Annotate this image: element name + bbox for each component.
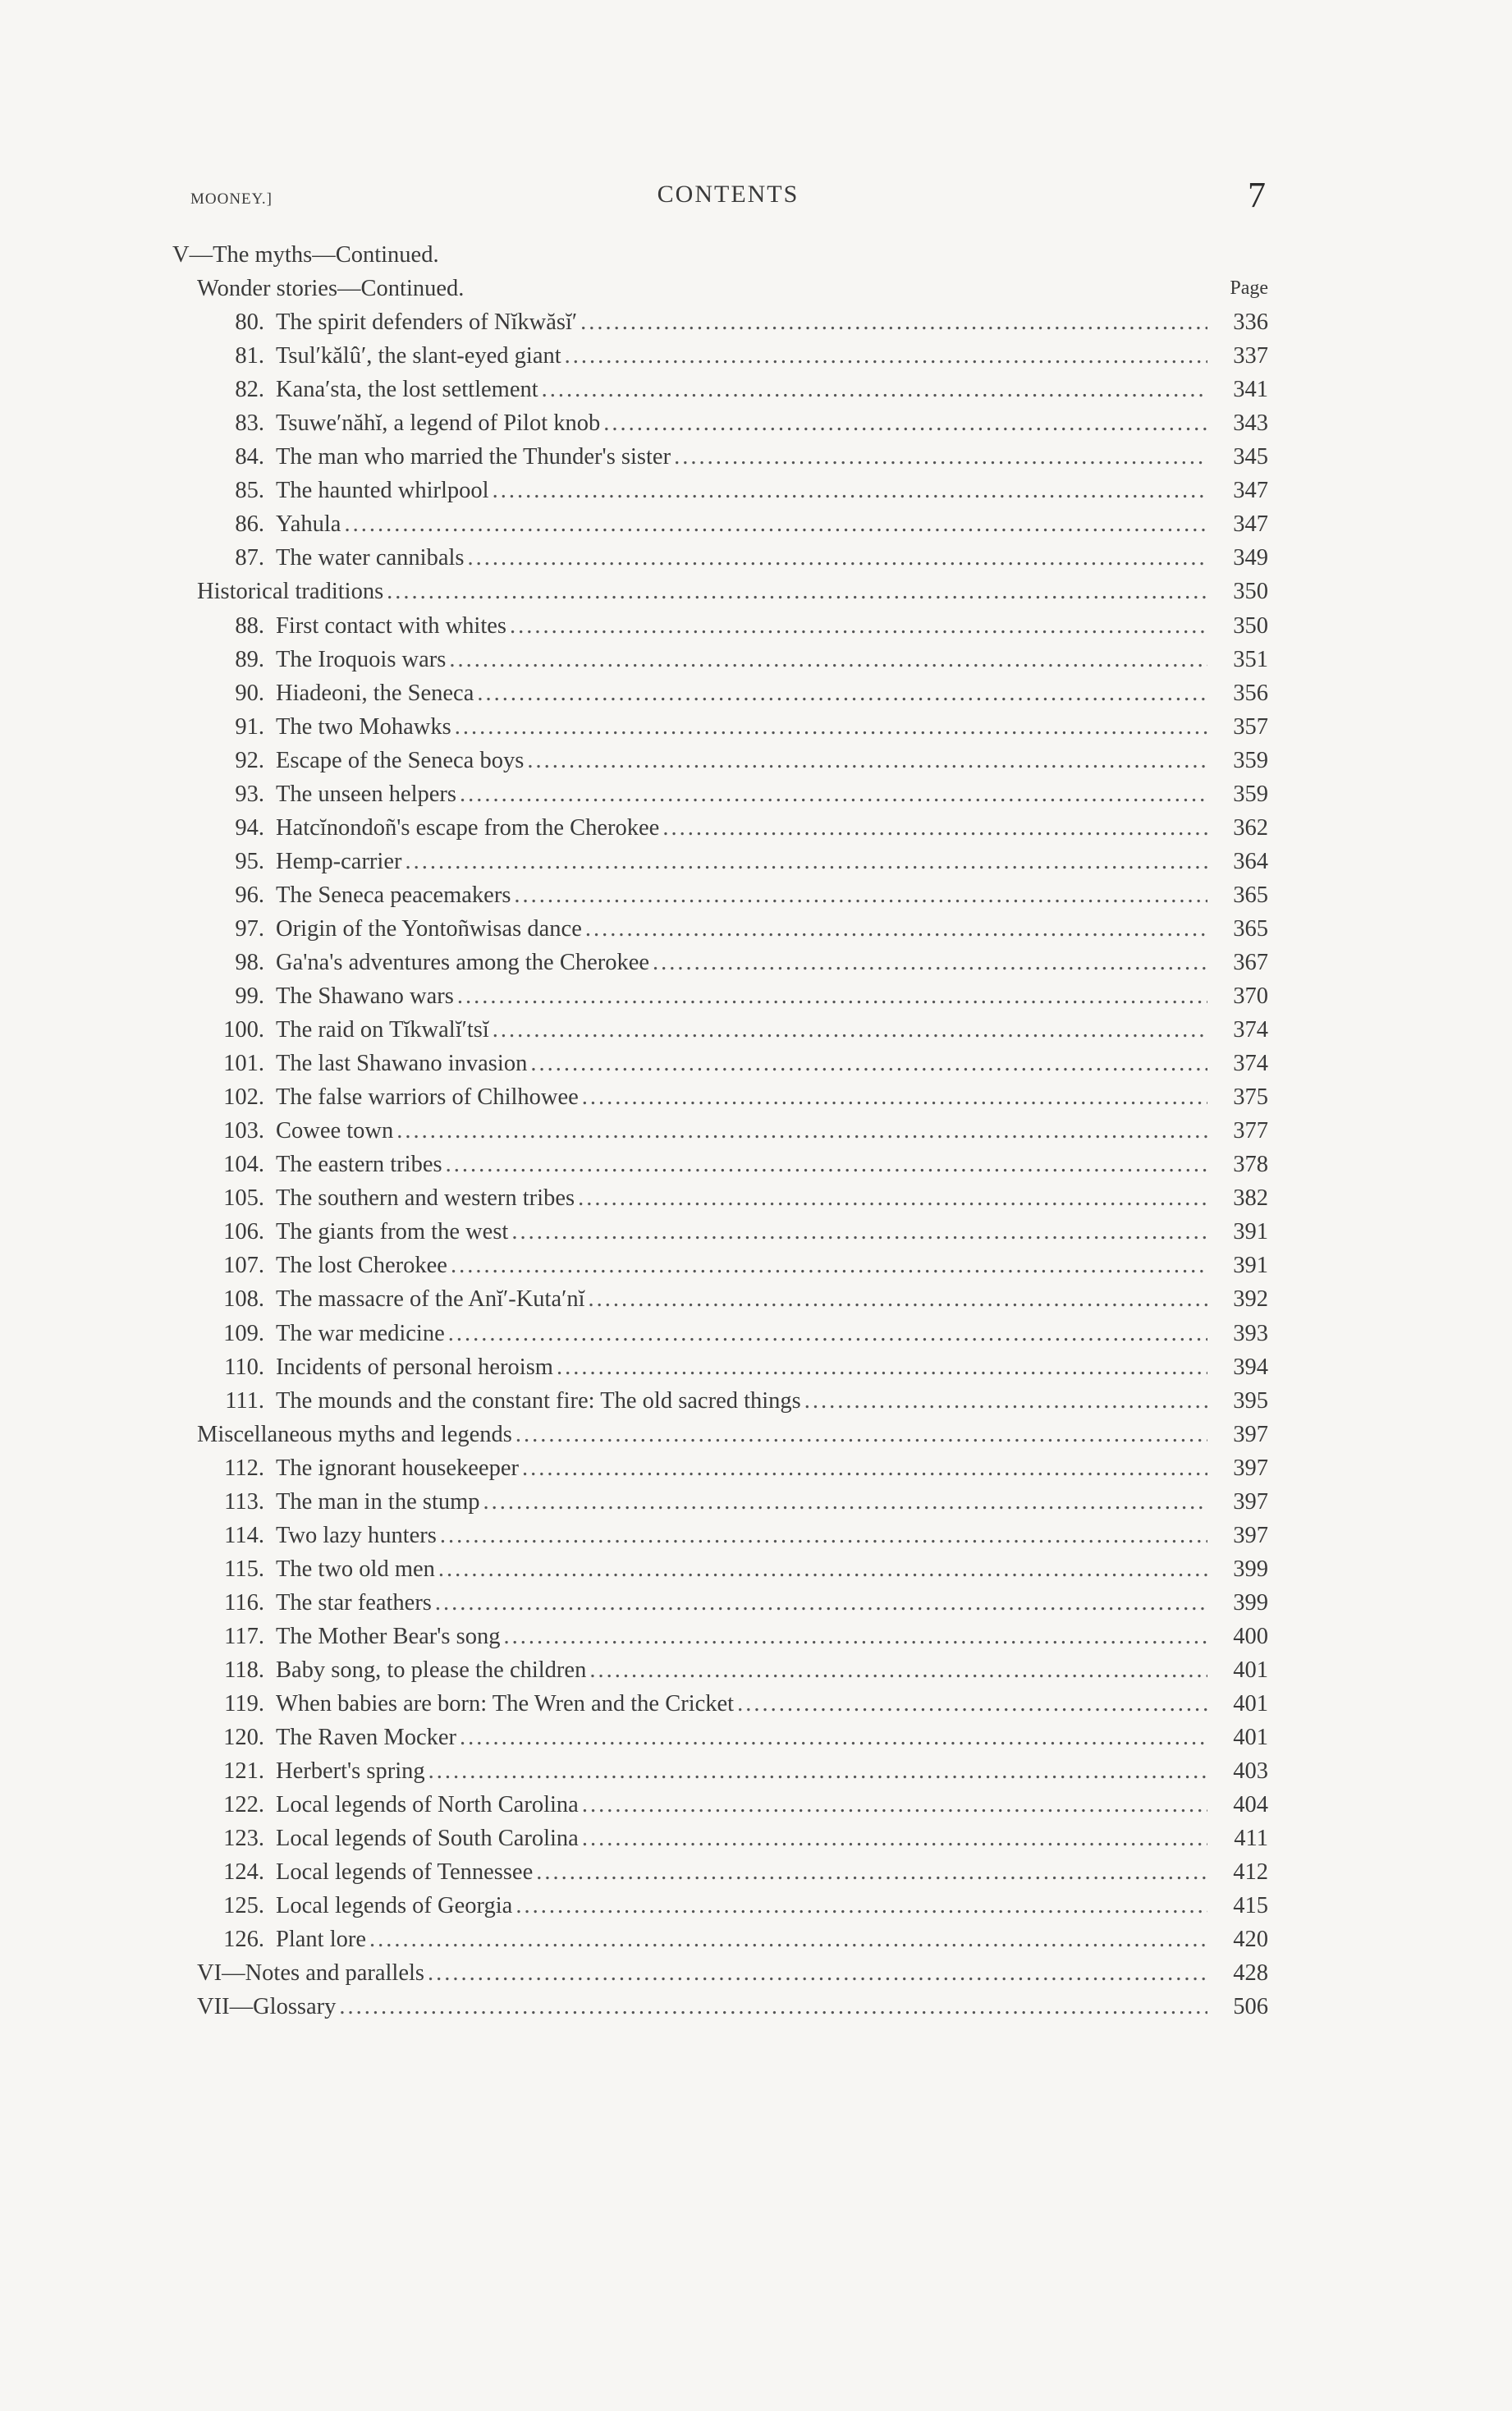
entry-number: 114. <box>224 1522 264 1548</box>
entry-title: The spirit defenders of Nĭkwăsĭ′ <box>276 309 578 336</box>
dot-leader <box>582 1080 1207 1114</box>
entry-page: 364 <box>1233 848 1268 874</box>
entry-page: 347 <box>1233 478 1268 504</box>
dot-leader <box>467 541 1207 575</box>
entry-page: 365 <box>1233 915 1268 942</box>
dot-leader <box>603 406 1207 440</box>
entry-title: The star feathers <box>276 1589 432 1616</box>
entry-title: The Shawano wars <box>276 983 454 1010</box>
entry-title: The ignorant housekeeper <box>276 1455 519 1481</box>
toc-entry <box>172 1451 1268 1485</box>
entry-page: 365 <box>1233 882 1268 908</box>
entry-page: 382 <box>1233 1185 1268 1212</box>
entry-page: 404 <box>1233 1792 1268 1818</box>
entry-title: The water cannibals <box>276 545 465 571</box>
entry-title: Ga'na's adventures among the Cherokee <box>276 949 650 975</box>
toc-entry <box>172 1586 1268 1620</box>
toc-entry <box>172 1215 1268 1249</box>
entry-page: 350 <box>1233 612 1268 639</box>
page-column-label: Page <box>1230 277 1268 300</box>
dot-leader <box>460 777 1207 811</box>
entry-title: When babies are born: The Wren and the Cricket <box>276 1691 735 1717</box>
entry-number: 113. <box>224 1488 264 1515</box>
entry-number: 105. <box>223 1185 264 1212</box>
entry-number: 110. <box>224 1354 264 1380</box>
section-page: 397 <box>1233 1421 1268 1447</box>
dot-leader <box>674 440 1207 474</box>
entry-title: The man in the stump <box>276 1488 480 1515</box>
entry-title: The last Shawano invasion <box>276 1051 528 1077</box>
entry-title: The massacre of the Anĭ′-Kuta′nĭ <box>276 1286 585 1313</box>
section-notes <box>172 1956 1268 1990</box>
entry-title: Yahula <box>276 511 341 538</box>
toc-entry <box>172 541 1268 575</box>
entry-number: 112. <box>224 1455 264 1481</box>
dot-leader <box>737 1687 1207 1721</box>
dot-leader <box>449 643 1207 676</box>
entry-page: 359 <box>1233 747 1268 773</box>
dot-leader <box>405 845 1207 878</box>
entry-page: 399 <box>1233 1589 1268 1616</box>
toc-entry <box>172 440 1268 474</box>
toc-entry <box>172 1788 1268 1822</box>
entry-title: The Mother Bear's song <box>276 1623 501 1649</box>
entry-title: Incidents of personal heroism <box>276 1354 553 1380</box>
entry-page: 399 <box>1233 1556 1268 1582</box>
toc-entry <box>172 1519 1268 1552</box>
toc-entry <box>172 912 1268 946</box>
dot-leader <box>515 1889 1207 1923</box>
dot-leader <box>451 1249 1207 1282</box>
entry-page: 341 <box>1233 377 1268 403</box>
toc-entry <box>172 1855 1268 1889</box>
section-historical-traditions <box>172 575 1268 608</box>
entry-title: Local legends of South Carolina <box>276 1826 579 1852</box>
entry-page: 375 <box>1233 1084 1268 1111</box>
entry-number: 102. <box>223 1084 264 1111</box>
dot-leader <box>522 1451 1207 1485</box>
entry-number: 122. <box>223 1792 264 1818</box>
entry-title: The eastern tribes <box>276 1152 442 1178</box>
entry-title: Cowee town <box>276 1118 394 1144</box>
entry-number: 96. <box>235 882 264 908</box>
entry-number: 119. <box>224 1691 264 1717</box>
entry-page: 401 <box>1233 1725 1268 1751</box>
section-page: 350 <box>1233 579 1268 605</box>
dot-leader <box>653 946 1207 979</box>
entry-page: 359 <box>1233 781 1268 807</box>
dot-leader <box>662 811 1207 845</box>
section-title: Historical traditions <box>197 579 384 605</box>
toc-entry <box>172 1687 1268 1721</box>
entry-number: 86. <box>235 511 264 538</box>
toc-entry <box>172 1181 1268 1215</box>
entry-page: 397 <box>1233 1488 1268 1515</box>
entry-title: Local legends of Tennessee <box>276 1859 534 1886</box>
entry-page: 415 <box>1233 1893 1268 1919</box>
entry-title: The Raven Mocker <box>276 1725 456 1751</box>
toc-entry <box>172 305 1268 339</box>
entry-number: 125. <box>223 1893 264 1919</box>
entry-title: The raid on Tĭkwalĭ′tsĭ <box>276 1017 489 1043</box>
entry-title: The southern and western tribes <box>276 1185 575 1212</box>
dot-leader <box>536 1855 1207 1889</box>
dot-leader <box>457 979 1207 1013</box>
entry-page: 401 <box>1233 1657 1268 1683</box>
entry-title: Baby song, to please the children <box>276 1657 587 1683</box>
section-page: 506 <box>1233 1994 1268 2020</box>
entry-number: 104. <box>223 1152 264 1178</box>
entry-page: 420 <box>1233 1927 1268 1953</box>
entry-number: 106. <box>223 1219 264 1245</box>
dot-leader <box>589 1653 1207 1687</box>
entry-number: 87. <box>235 545 264 571</box>
entry-page: 343 <box>1233 410 1268 437</box>
entry-number: 91. <box>235 713 264 740</box>
entry-page: 377 <box>1233 1118 1268 1144</box>
toc-entry <box>172 1384 1268 1418</box>
entry-number: 126. <box>223 1927 264 1953</box>
entry-page: 411 <box>1234 1826 1268 1852</box>
entry-page: 337 <box>1233 343 1268 369</box>
entry-title: Escape of the Seneca boys <box>276 747 525 773</box>
dot-leader <box>589 1282 1207 1316</box>
dot-leader <box>428 1956 1207 1990</box>
entry-title: Kana′sta, the lost settlement <box>276 377 538 403</box>
dot-leader <box>565 339 1207 373</box>
entry-title: Plant lore <box>276 1927 367 1953</box>
dot-leader <box>511 1215 1207 1249</box>
entry-number: 124. <box>223 1859 264 1886</box>
toc-entry <box>172 1350 1268 1384</box>
entry-number: 84. <box>235 444 264 470</box>
running-head-title: CONTENTS <box>657 181 800 208</box>
entry-title: Two lazy hunters <box>276 1522 437 1548</box>
entry-number: 81. <box>235 343 264 369</box>
toc-entry <box>172 507 1268 541</box>
entry-page: 401 <box>1233 1691 1268 1717</box>
dot-leader <box>578 1181 1207 1215</box>
entry-title: The giants from the west <box>276 1219 509 1245</box>
toc-entry <box>172 1653 1268 1687</box>
entry-title: The Iroquois wars <box>276 646 447 672</box>
entry-title: Tsuwe′năhĭ, a legend of Pilot knob <box>276 410 601 437</box>
dot-leader <box>542 373 1207 406</box>
dot-leader <box>514 878 1207 912</box>
entry-title: Hemp-carrier <box>276 848 402 874</box>
entry-number: 89. <box>235 646 264 672</box>
wonder-stories-list <box>172 305 1268 575</box>
table-of-contents <box>172 238 1268 2024</box>
dot-leader <box>448 1317 1207 1350</box>
section-page: 428 <box>1233 1960 1268 1987</box>
toc-entry <box>172 1282 1268 1316</box>
toc-entry <box>172 1013 1268 1047</box>
entry-page: 362 <box>1233 814 1268 841</box>
toc-entry <box>172 406 1268 440</box>
toc-entry <box>172 1080 1268 1114</box>
entry-title: The false warriors of Chilhowee <box>276 1084 579 1111</box>
dot-leader <box>557 1350 1207 1384</box>
entry-number: 83. <box>235 410 264 437</box>
dot-leader <box>493 474 1207 507</box>
toc-entry <box>172 609 1268 643</box>
toc-entry <box>172 1754 1268 1788</box>
continued-heading <box>172 238 1268 272</box>
entry-page: 357 <box>1233 713 1268 740</box>
entry-number: 97. <box>235 915 264 942</box>
entry-page: 374 <box>1233 1017 1268 1043</box>
subheading-row <box>172 272 1268 305</box>
entry-number: 95. <box>235 848 264 874</box>
miscellaneous-list <box>172 1451 1268 1957</box>
entry-title: The two old men <box>276 1556 435 1582</box>
dot-leader <box>446 1148 1207 1181</box>
entry-page: 391 <box>1233 1253 1268 1279</box>
toc-entry <box>172 474 1268 507</box>
entry-title: Hatcĭnondoñ's escape from the Cherokee <box>276 814 660 841</box>
section-title: Miscellaneous myths and legends <box>197 1421 512 1447</box>
entry-title: Herbert's spring <box>276 1758 425 1785</box>
toc-entry <box>172 1317 1268 1350</box>
dot-leader <box>585 912 1207 946</box>
toc-entry <box>172 1889 1268 1923</box>
toc-entry <box>172 1552 1268 1586</box>
entry-number: 80. <box>235 309 264 336</box>
toc-entry <box>172 1923 1268 1956</box>
dot-leader <box>396 1114 1207 1148</box>
running-head-author: MOONEY.] <box>190 190 273 208</box>
dot-leader <box>582 1822 1207 1855</box>
entry-title: The war medicine <box>276 1320 445 1346</box>
dot-leader <box>369 1923 1207 1956</box>
entry-page: 397 <box>1233 1455 1268 1481</box>
entry-title: The Seneca peacemakers <box>276 882 511 908</box>
entry-page: 351 <box>1233 646 1268 672</box>
toc-entry <box>172 676 1268 710</box>
toc-entry <box>172 878 1268 912</box>
entry-page: 345 <box>1233 444 1268 470</box>
dot-leader <box>530 1047 1207 1080</box>
toc-entry <box>172 979 1268 1013</box>
historical-traditions-list <box>172 609 1268 1418</box>
dot-leader <box>477 676 1207 710</box>
entry-title: Origin of the Yontoñwisas dance <box>276 915 582 942</box>
entry-number: 101. <box>223 1051 264 1077</box>
dot-leader <box>438 1552 1207 1586</box>
entry-number: 108. <box>223 1286 264 1313</box>
entry-number: 111. <box>225 1387 264 1414</box>
dot-leader <box>344 507 1207 541</box>
entry-number: 109. <box>223 1320 264 1346</box>
toc-entry <box>172 777 1268 811</box>
entry-number: 117. <box>224 1623 264 1649</box>
toc-entry <box>172 373 1268 406</box>
dot-leader <box>387 575 1207 608</box>
entry-page: 393 <box>1233 1320 1268 1346</box>
entry-page: 403 <box>1233 1758 1268 1785</box>
entry-title: Tsul′kălû′, the slant-eyed giant <box>276 343 561 369</box>
entry-number: 123. <box>223 1826 264 1852</box>
toc-entry <box>172 1485 1268 1519</box>
entry-number: 82. <box>235 377 264 403</box>
dot-leader <box>460 1721 1207 1754</box>
entry-page: 395 <box>1233 1387 1268 1414</box>
dot-leader <box>483 1485 1207 1519</box>
entry-title: Hiadeoni, the Seneca <box>276 680 474 706</box>
dot-leader <box>510 609 1207 643</box>
subheading-text: Wonder stories—Continued. <box>197 276 465 302</box>
toc-entry <box>172 1620 1268 1653</box>
entry-title: The haunted whirlpool <box>276 478 489 504</box>
entry-page: 400 <box>1233 1623 1268 1649</box>
entry-page: 412 <box>1233 1859 1268 1886</box>
toc-entry <box>172 1721 1268 1754</box>
toc-entry <box>172 946 1268 979</box>
entry-number: 115. <box>224 1556 264 1582</box>
entry-page: 397 <box>1233 1522 1268 1548</box>
toc-entry <box>172 811 1268 845</box>
entry-page: 391 <box>1233 1219 1268 1245</box>
entry-number: 116. <box>224 1589 264 1616</box>
section-miscellaneous <box>172 1418 1268 1451</box>
section-title: VI—Notes and parallels <box>197 1960 424 1987</box>
dot-leader <box>515 1418 1207 1451</box>
dot-leader <box>493 1013 1207 1047</box>
entry-title: The unseen helpers <box>276 781 456 807</box>
section-glossary <box>172 1990 1268 2024</box>
dot-leader <box>527 744 1207 777</box>
entry-number: 94. <box>235 814 264 841</box>
entry-number: 100. <box>223 1017 264 1043</box>
entry-number: 118. <box>224 1657 264 1683</box>
entry-title: Local legends of North Carolina <box>276 1792 579 1818</box>
entry-number: 92. <box>235 747 264 773</box>
entry-title: The mounds and the constant fire: The old sacred things <box>276 1387 801 1414</box>
dot-leader <box>580 305 1207 339</box>
entry-number: 99. <box>235 983 264 1010</box>
entry-page: 336 <box>1233 309 1268 336</box>
entry-title: Local legends of Georgia <box>276 1893 513 1919</box>
entry-page: 378 <box>1233 1152 1268 1178</box>
entry-page: 356 <box>1233 680 1268 706</box>
dot-leader <box>428 1754 1207 1788</box>
entry-number: 103. <box>223 1118 264 1144</box>
entry-number: 93. <box>235 781 264 807</box>
entry-page: 370 <box>1233 983 1268 1010</box>
dot-leader <box>503 1620 1207 1653</box>
entry-number: 90. <box>235 680 264 706</box>
entry-title: The man who married the Thunder's sister <box>276 444 671 470</box>
entry-number: 88. <box>235 612 264 639</box>
toc-entry <box>172 1148 1268 1181</box>
dot-leader <box>804 1384 1207 1418</box>
section-title: VII—Glossary <box>197 1994 337 2020</box>
entry-number: 85. <box>235 478 264 504</box>
dot-leader <box>455 710 1207 744</box>
toc-entry <box>172 1047 1268 1080</box>
entry-page: 374 <box>1233 1051 1268 1077</box>
entry-number: 120. <box>223 1725 264 1751</box>
entry-title: The lost Cherokee <box>276 1253 447 1279</box>
toc-entry <box>172 339 1268 373</box>
continued-heading-text: V—The myths—Continued. <box>172 242 439 268</box>
running-head <box>190 174 1266 223</box>
toc-entry <box>172 710 1268 744</box>
toc-entry <box>172 643 1268 676</box>
entry-page: 392 <box>1233 1286 1268 1313</box>
toc-entry <box>172 1114 1268 1148</box>
entry-number: 121. <box>223 1758 264 1785</box>
toc-entry <box>172 1249 1268 1282</box>
entry-page: 394 <box>1233 1354 1268 1380</box>
entry-page: 349 <box>1233 545 1268 571</box>
dot-leader <box>582 1788 1207 1822</box>
toc-entry <box>172 744 1268 777</box>
running-head-page-number: 7 <box>1248 175 1266 215</box>
dot-leader <box>440 1519 1207 1552</box>
entry-number: 107. <box>223 1253 264 1279</box>
entry-page: 367 <box>1233 949 1268 975</box>
entry-title: First contact with whites <box>276 612 507 639</box>
entry-number: 98. <box>235 949 264 975</box>
dot-leader <box>339 1990 1207 2024</box>
entry-title: The two Mohawks <box>276 713 451 740</box>
toc-entry <box>172 1822 1268 1855</box>
entry-page: 347 <box>1233 511 1268 538</box>
dot-leader <box>435 1586 1207 1620</box>
toc-entry <box>172 845 1268 878</box>
